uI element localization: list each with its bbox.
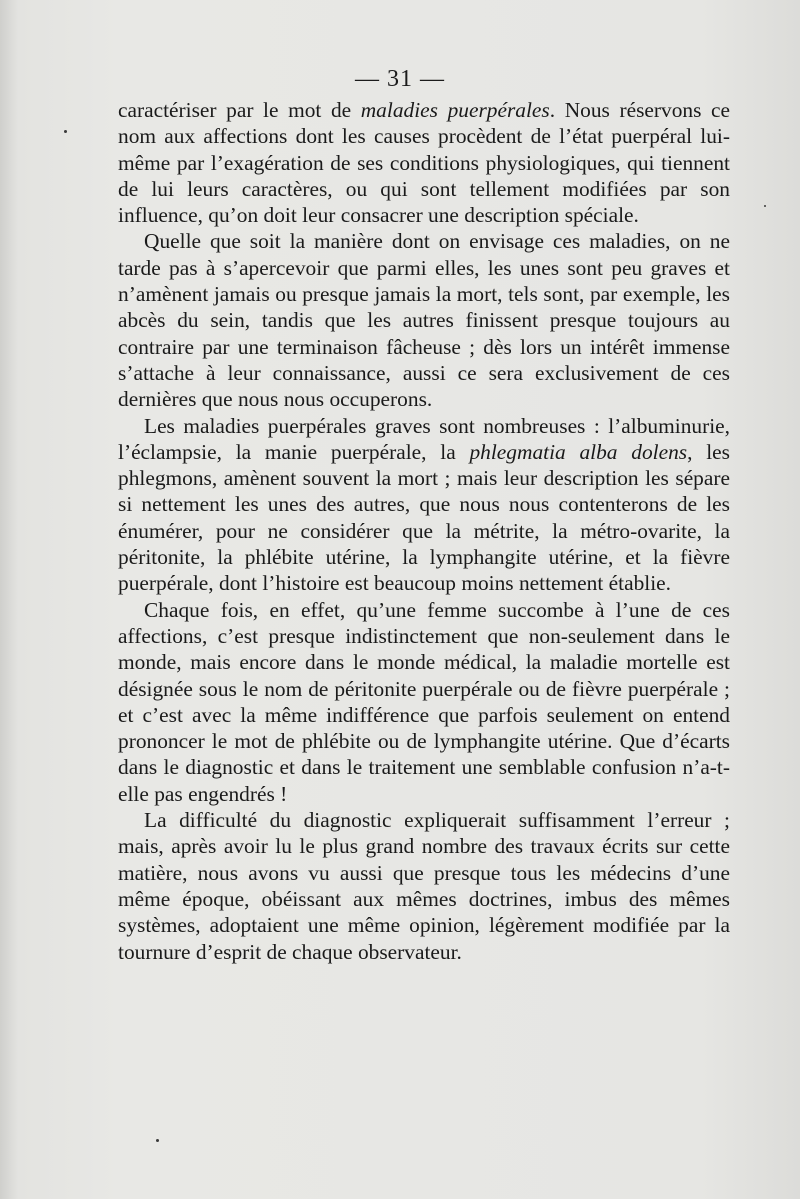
paragraph-4-text: Chaque fois, en effet, qu’une femme succombe à l’une de ces affections, c’est presque indistinctement que non-seulement dans le monde, mais encore dans le monde médical, la maladie mortelle est désignée sous le nom de péritonite puerpérale ou de fièvre puerpérale ; et c’est avec la même indifférence que parfois seulement on entend prononcer le mot de phlébite ou de lymphangite utérine. Que d’écarts dans le diagnostic et dans le traitement une semblable confusion n’a-t-elle pas engendrés !: [118, 597, 730, 806]
paragraph-3-italic-term: phlegmatia alba dolens: [469, 439, 688, 464]
paragraph-5: [118, 807, 730, 965]
paragraph-3-text-1: Les maladies puerpérales graves sont nombreuses : l’albuminurie, l’éclampsie, la manie puerpérale, la: [118, 413, 730, 464]
paragraph-1-text-1: caractériser par le mot de: [118, 98, 361, 122]
margin-speck-2: [156, 1139, 159, 1142]
paragraph-2: [118, 228, 730, 412]
margin-speck-3: [764, 205, 766, 207]
paragraph-3: [118, 413, 730, 597]
paragraph-4: [118, 597, 730, 807]
margin-speck: [64, 130, 67, 133]
paragraph-1: [118, 97, 730, 228]
paragraph-1-text-2: . Nous réservons ce nom aux affections dont les causes procèdent de l’état puerpéral lui-même par l’exagération de ses conditions physiologiques, qui tiennent de lui leurs caractères, ou qui sont tellement modifiées par son influence, qu’on doit leur consacrer une description spéciale.: [118, 98, 730, 228]
paragraph-1-italic-term: maladies puerpérales: [360, 98, 550, 122]
body-text: [118, 97, 730, 965]
paragraph-5-text: La difficulté du diagnostic expliquerait suffisamment l’erreur ; mais, après avoir lu le plus grand nombre des travaux écrits sur cette matière, nous avons vu aussi que presque tous les médecins d’une même époque, obéissant aux mêmes doctrines, imbus des mêmes systèmes, adoptaient une même opinion, légèrement modifiée par la tournure d’esprit de chaque observateur.: [118, 808, 730, 964]
paragraph-3-text-2: , les phlegmons, amènent souvent la mort ; mais leur description les sépare si nettement les unes des autres, que nous nous contenterons de les énumérer, pour ne considérer que la métrite, la métro-ovarite, la péritonite, la phlébite utérine, la lymphangite utérine, et la fièvre puerpérale, dont l’histoire est beaucoup moins nettement établie.: [118, 439, 730, 596]
page-number: — 31 —: [355, 66, 445, 92]
paragraph-2-text: Quelle que soit la manière dont on envisage ces maladies, on ne tarde pas à s’apercevoir que parmi elles, les unes sont peu graves et n’amènent jamais ou presque jamais la mort, tels sont, par exemple, les abcès du sein, tandis que les autres finissent presque toujours au contraire par une terminaison fâcheuse ; dès lors un intérêt immense s’attache à leur connaissance, aussi ce sera exclusivement de ces dernières que nous nous occuperons.: [118, 229, 730, 412]
